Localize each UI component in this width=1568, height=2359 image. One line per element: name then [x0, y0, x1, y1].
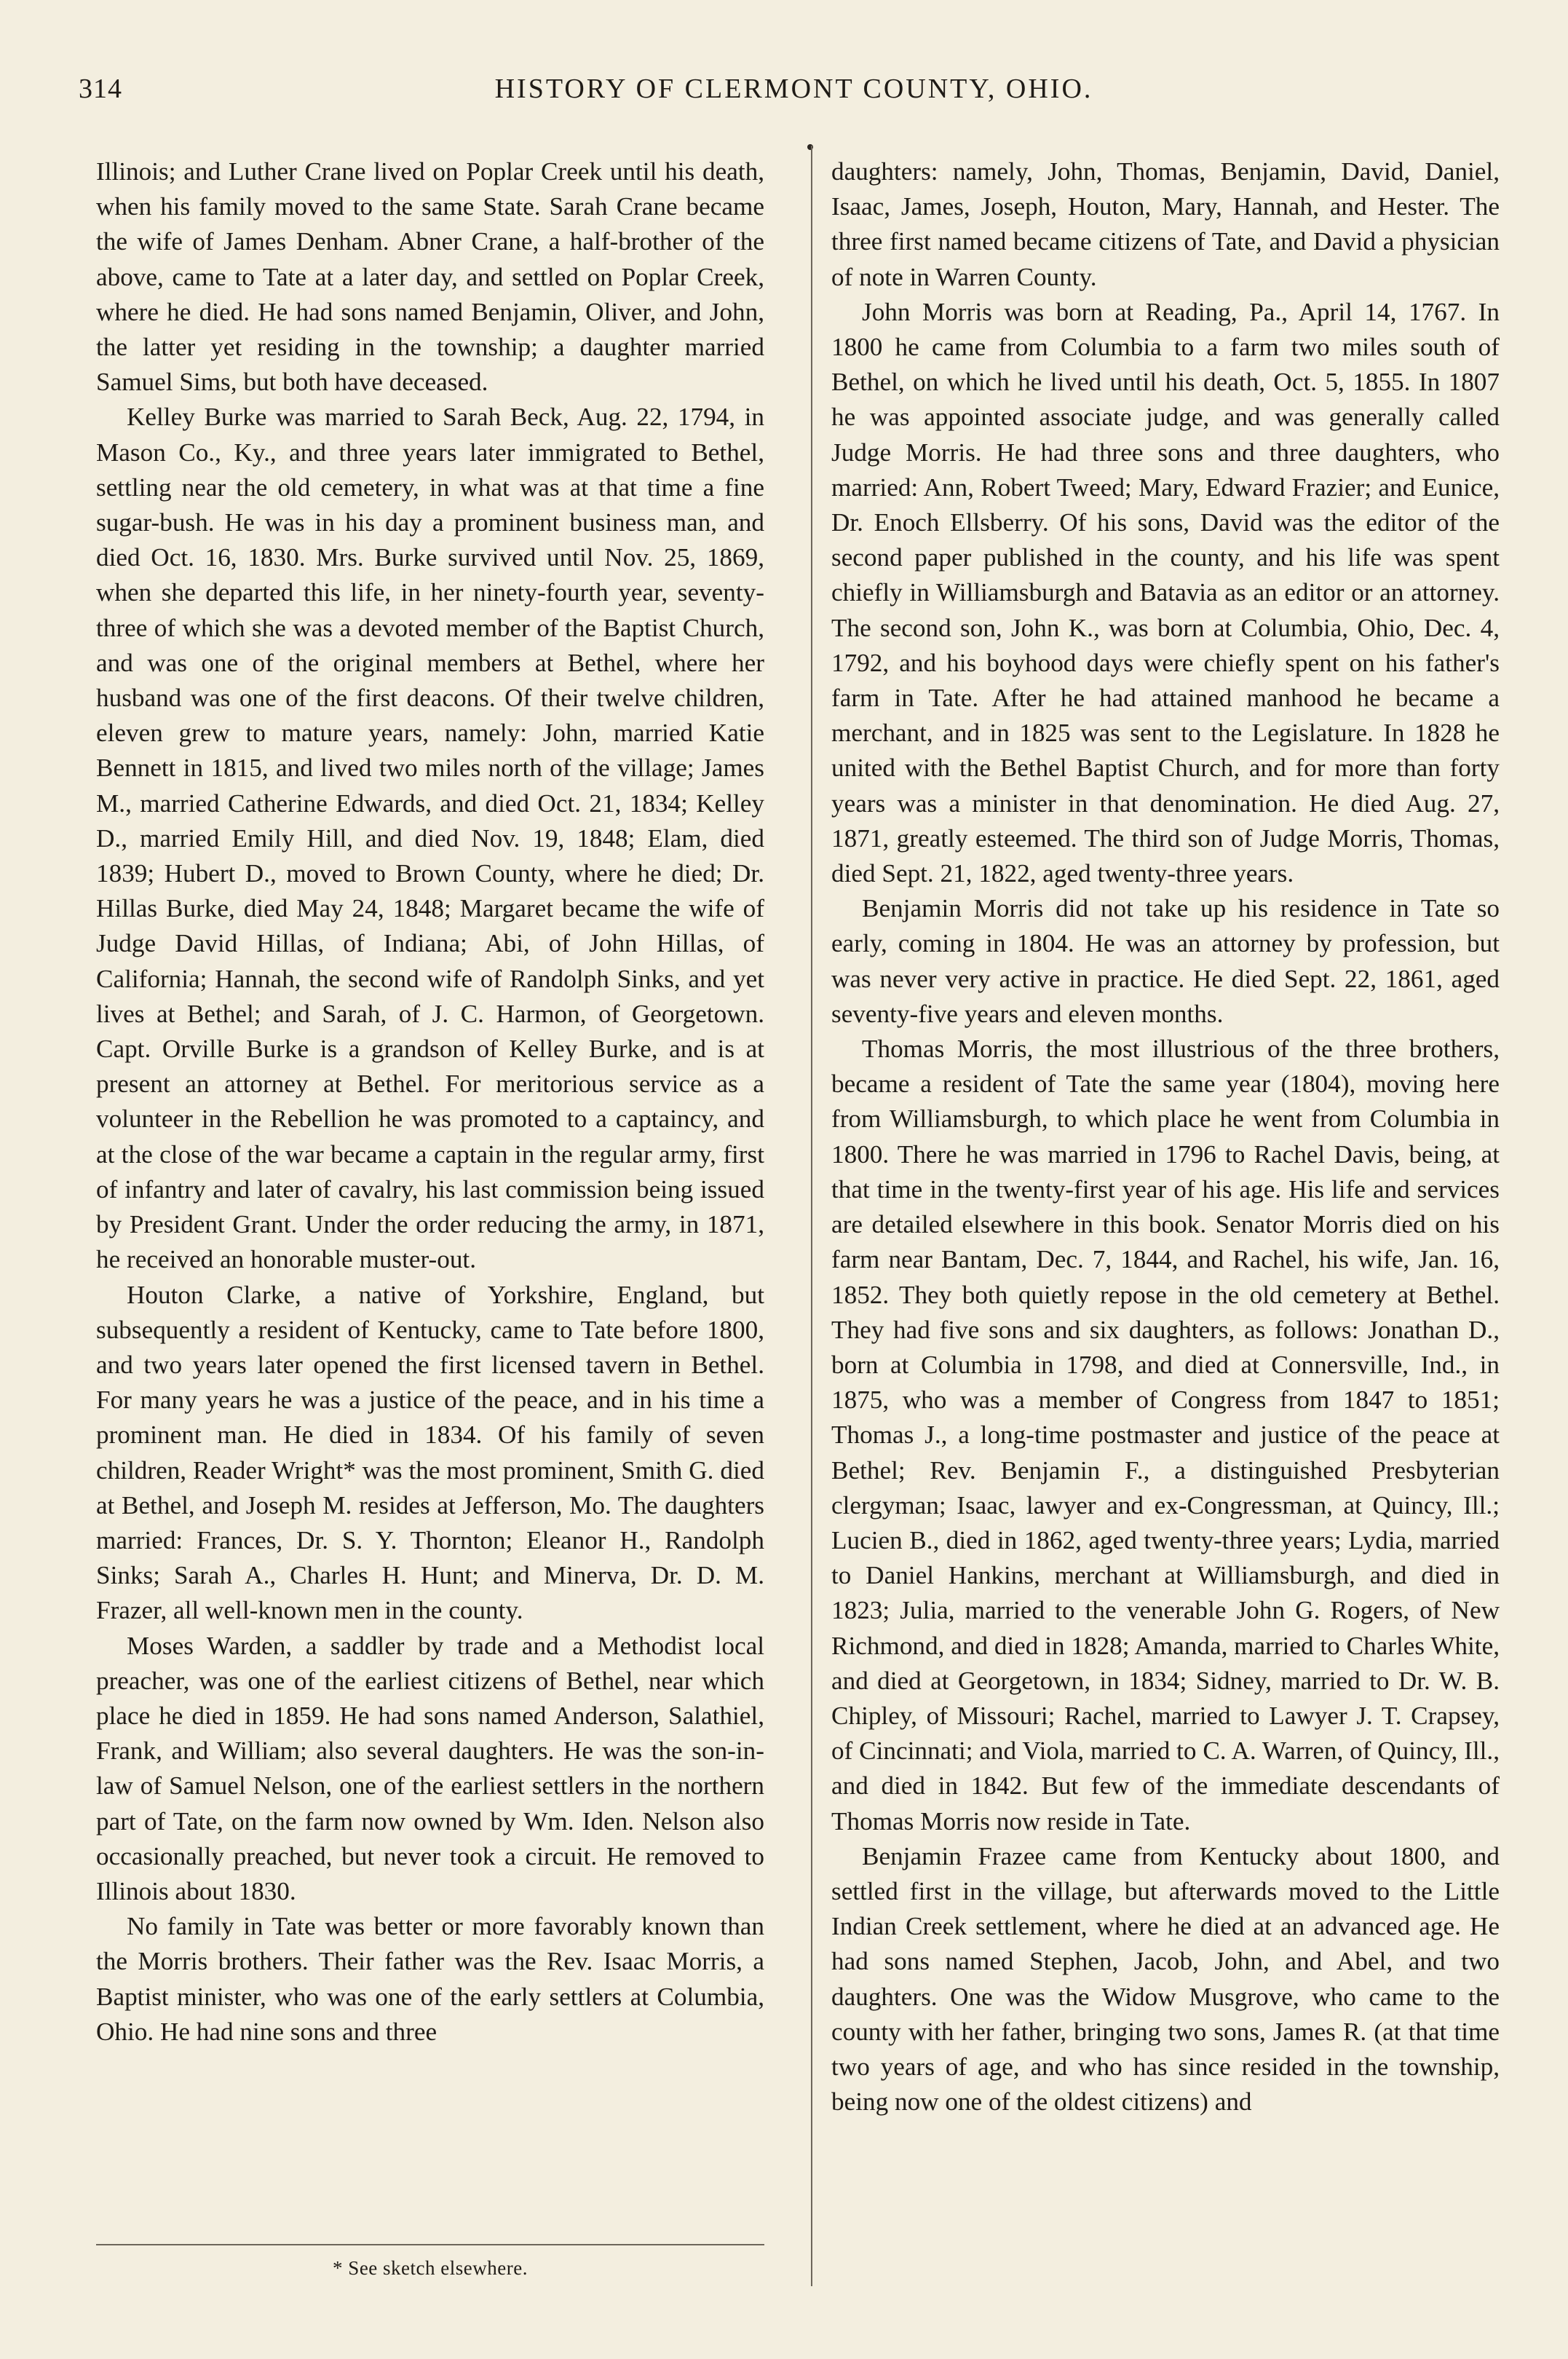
- paragraph: daughters: namely, John, Thomas, Benjamin, David, Daniel, Isaac, James, Joseph, Houton, Mary, Hannah, and Hester. The three first named became citizens of Tate, and David a physician of note in Warren County.: [831, 157, 1500, 291]
- paragraph: Houton Clarke, a native of Yorkshire, England, but subsequently a resident of Kentucky, came to Tate before 1800, and two years later opened the first licensed tavern in Bethel. For many years he was a justice of the peace, and in his time a prominent man. He died in 1834. Of his family of seven children, Reader Wright* was the most prominent, Smith G. died at Bethel, and Joseph M. resides at Jefferson, Mo. The daughters married: Frances, Dr. S. Y. Thornton; Eleanor H., Randolph Sinks; Sarah A., Charles H. Hunt; and Minerva, Dr. D. M. Frazer, all well-known men in the county.: [96, 1280, 764, 1625]
- paragraph: Benjamin Frazee came from Kentucky about 1800, and settled first in the village, but afterwards moved to the Little Indian Creek settlement, where he died at an advanced age. He had sons named Stephen, Jacob, John, and Abel, and two daughters. One was the Widow Musgrove, who came to the county with her father, bringing two sons, James R. (at that time two years of age, and who has since resided in the township, being now one of the oldest citizens) and: [831, 1841, 1500, 2117]
- paragraph: Kelley Burke was married to Sarah Beck, Aug. 22, 1794, in Mason Co., Ky., and three years later immigrated to Bethel, settling near the old cemetery, in what was at that time a fine sugar-bush. He was in his day a prominent business man, and died Oct. 16, 1830. Mrs. Burke survived until Nov. 25, 1869, when she departed this life, in her ninety-fourth year, seventy-three of which she was a devoted member of the Baptist Church, and was one of the original members at Bethel, where her husband was one of the first deacons. Of their twelve children, eleven grew to mature years, namely: John, married Katie Bennett in 1815, and lived two miles north of the village; James M., married Catherine Edwards, and died Oct. 21, 1834; Kelley D., married Emily Hill, and died Nov. 19, 1848; Elam, died 1839; Hubert D., moved to Brown County, where he died; Dr. Hillas Burke, died May 24, 1848; Margaret became the wife of Judge David Hillas, of Indiana; Abi, of John Hillas, of California; Hannah, the second wife of Randolph Sinks, and yet lives at Bethel; and Sarah, of J. C. Harmon, of Georgetown. Capt. Orville Burke is a grandson of Kelley Burke, and is at present an attorney at Bethel. For meritorious service as a volunteer in the Rebellion he was promoted to a captaincy, and at the close of the war became a captain in the regular army, first of infantry and later of cavalry, his last commission being issued by President Grant. Under the order reducing the army, in 1871, he received an honorable muster-out.: [96, 403, 764, 1274]
- paragraph: Illinois; and Luther Crane lived on Poplar Creek until his death, when his family moved to the same State. Sarah Crane became the wife of James Denham. Abner Crane, a half-brother of the above, came to Tate at a later day, and settled on Poplar Creek, where he died. He had sons named Benjamin, Oliver, and John, the latter yet residing in the township; a daughter married Samuel Sims, but both have deceased.: [96, 157, 764, 397]
- paragraph: Moses Warden, a saddler by trade and a Methodist local preacher, was one of the earliest citizens of Bethel, near which place he died in 1859. He had sons named Anderson, Salathiel, Frank, and William; also several daughters. He was the son-in-law of Samuel Nelson, one of the earliest settlers in the northern part of Tate, on the farm now owned by Wm. Iden. Nelson also occasionally preached, but never took a circuit. He removed to Illinois about 1830.: [96, 1631, 764, 1905]
- running-head: HISTORY OF CLERMONT COUNTY, OHIO.: [494, 74, 1093, 104]
- page-header: [79, 73, 1509, 116]
- paragraph: Thomas Morris, the most illustrious of the three brothers, became a resident of Tate the same year (1804), moving here from Williamsburgh, to which place he went from Columbia in 1800. There he was married in 1796 to Rachel Davis, being, at that time in the twenty-first year of his age. His life and services are detailed elsewhere in this book. Senator Morris died on his farm near Bantam, Dec. 7, 1844, and Rachel, his wife, Jan. 16, 1852. They both quietly repose in the old cemetery at Bethel. They had five sons and six daughters, as follows: Jonathan D., born at Columbia in 1798, and died at Connersville, Ind., in 1875, who was a member of Congress from 1847 to 1851; Thomas J., a long-time postmaster and justice of the peace at Bethel; Rev. Benjamin F., a distinguished Presbyterian clergyman; Isaac, lawyer and ex-Congressman, at Quincy, Ill.; Lucien B., died in 1862, aged twenty-three years; Lydia, married to Daniel Hankins, merchant at Williamsburgh, and died in 1823; Julia, married to the venerable John G. Rogers, of New Richmond, and died in 1828; Amanda, married to Charles White, and died at Georgetown, in 1834; Sidney, married to Dr. W. B. Chipley, of Missouri; Rachel, married to Lawyer J. T. Crapsey, of Cincinnati; and Viola, married to C. A. Warren, of Quincy, Ill., and died in 1842. But few of the immediate descendants of Thomas Morris now reside in Tate.: [831, 1035, 1500, 1836]
- paragraph: Benjamin Morris did not take up his residence in Tate so early, coming in 1804. He was an attorney by profession, but was never very active in practice. He died Sept. 22, 1861, aged seventy-five years and eleven months.: [831, 894, 1500, 1028]
- right-column: [831, 154, 1500, 2119]
- column-divider: [811, 146, 812, 2286]
- left-column: [96, 154, 764, 2050]
- footnote: * See sketch elsewhere.: [333, 2257, 528, 2279]
- page-number: 314: [79, 74, 122, 104]
- paragraph: No family in Tate was better or more favorably known than the Morris brothers. Their father was the Rev. Isaac Morris, a Baptist minister, who was one of the early settlers at Columbia, Ohio. He had nine sons and three: [96, 1912, 764, 2046]
- paragraph: John Morris was born at Reading, Pa., April 14, 1767. In 1800 he came from Columbia to a farm two miles south of Bethel, on which he lived until his death, Oct. 5, 1855. In 1807 he was appointed associate judge, and was generally called Judge Morris. He had three sons and three daughters, who married: Ann, Robert Tweed; Mary, Edward Frazier; and Eunice, Dr. Enoch Ellsberry. Of his sons, David was the editor of the second paper published in the county, and his life was spent chiefly in Williamsburgh and Batavia as an editor or an attorney. The second son, John K., was born at Columbia, Ohio, Dec. 4, 1792, and his boyhood days were chiefly spent on his father's farm in Tate. After he had attained manhood he became a merchant, and in 1825 was sent to the Legislature. In 1828 he united with the Bethel Baptist Church, and for more than forty years was a minister in that denomination. He died Aug. 27, 1871, greatly esteemed. The third son of Judge Morris, Thomas, died Sept. 21, 1822, aged twenty-three years.: [831, 297, 1500, 888]
- footnote-divider: [96, 2244, 764, 2245]
